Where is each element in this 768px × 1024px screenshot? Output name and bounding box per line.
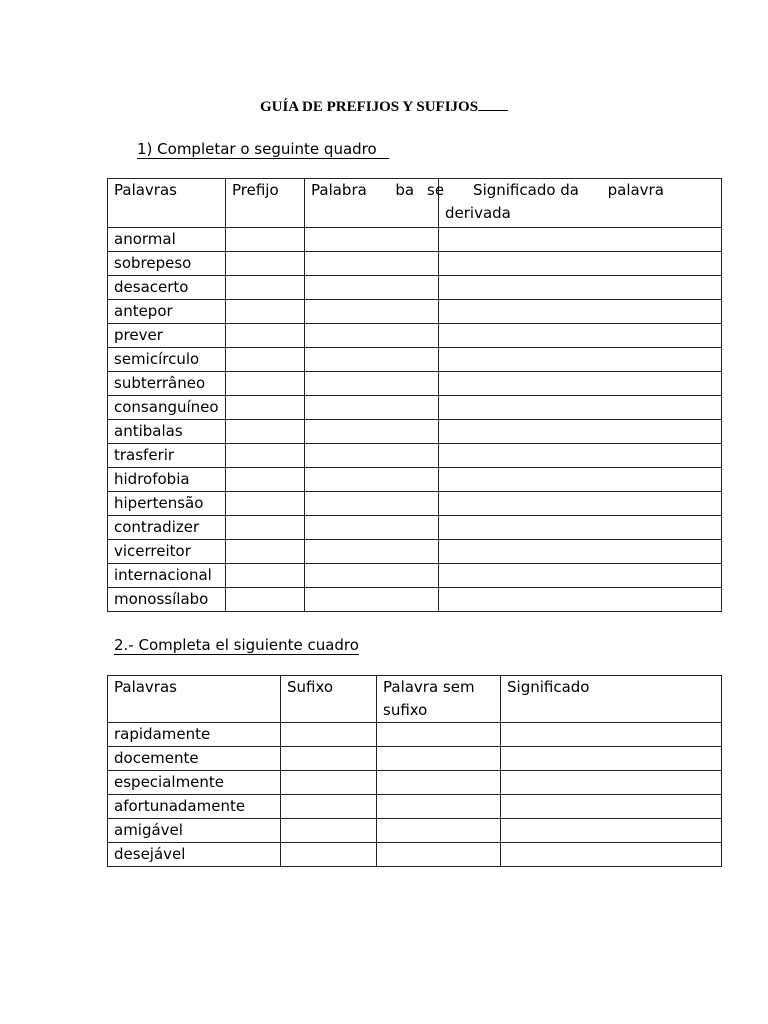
table-row <box>108 723 722 747</box>
root-input-cell[interactable] <box>377 771 501 795</box>
prefix-input-cell[interactable] <box>226 324 305 348</box>
prefix-input-cell[interactable] <box>226 300 305 324</box>
prefix-input-cell[interactable] <box>226 348 305 372</box>
meaning-input-cell[interactable] <box>501 747 722 771</box>
prefix-input-cell[interactable] <box>226 372 305 396</box>
meaning-input-cell[interactable] <box>439 492 722 516</box>
header-significado-line1: Significado da palavra <box>473 181 664 199</box>
title-text: GUÍA DE PREFIJOS Y SUFIJOS <box>259 99 479 115</box>
table-row <box>108 396 722 420</box>
base-input-cell[interactable] <box>305 348 439 372</box>
suffix-input-cell[interactable] <box>281 843 377 867</box>
word-cell: antepor <box>108 300 226 324</box>
word-cell: contradizer <box>108 516 226 540</box>
base-input-cell[interactable] <box>305 540 439 564</box>
prefix-input-cell[interactable] <box>226 396 305 420</box>
header-palavras: Palavras <box>108 179 226 228</box>
root-input-cell[interactable] <box>377 747 501 771</box>
table-row <box>108 771 722 795</box>
base-input-cell[interactable] <box>305 420 439 444</box>
table-row <box>108 819 722 843</box>
word-cell: especialmente <box>108 771 281 795</box>
prefix-input-cell[interactable] <box>226 564 305 588</box>
header-palavras: Palavras <box>108 676 281 723</box>
meaning-input-cell[interactable] <box>439 540 722 564</box>
word-cell: subterrâneo <box>108 372 226 396</box>
meaning-input-cell[interactable] <box>439 396 722 420</box>
base-input-cell[interactable] <box>305 396 439 420</box>
prefix-input-cell[interactable] <box>226 444 305 468</box>
table-row <box>108 516 722 540</box>
table-row <box>108 348 722 372</box>
base-input-cell[interactable] <box>305 324 439 348</box>
table-row <box>108 324 722 348</box>
meaning-input-cell[interactable] <box>439 300 722 324</box>
word-cell: amigável <box>108 819 281 843</box>
prefix-input-cell[interactable] <box>226 420 305 444</box>
word-cell: afortunadamente <box>108 795 281 819</box>
suffix-table <box>107 675 722 867</box>
base-input-cell[interactable] <box>305 252 439 276</box>
word-cell: prever <box>108 324 226 348</box>
base-input-cell[interactable] <box>305 516 439 540</box>
section1-heading: 1) Completar o seguinte quadro <box>137 140 389 159</box>
base-input-cell[interactable] <box>305 444 439 468</box>
word-cell: monossílabo <box>108 588 226 612</box>
prefix-table-header <box>108 179 722 228</box>
word-cell: trasferir <box>108 444 226 468</box>
word-cell: anormal <box>108 228 226 252</box>
header-palabra-base-text: Palabra ba <box>311 181 415 199</box>
prefix-input-cell[interactable] <box>226 588 305 612</box>
prefix-input-cell[interactable] <box>226 468 305 492</box>
root-input-cell[interactable] <box>377 795 501 819</box>
word-cell: desejável <box>108 843 281 867</box>
prefix-input-cell[interactable] <box>226 228 305 252</box>
base-input-cell[interactable] <box>305 276 439 300</box>
table-row <box>108 795 722 819</box>
word-cell: internacional <box>108 564 226 588</box>
table-row <box>108 747 722 771</box>
base-input-cell[interactable] <box>305 300 439 324</box>
meaning-input-cell[interactable] <box>439 564 722 588</box>
meaning-input-cell[interactable] <box>439 444 722 468</box>
header-prefijo: Prefijo <box>226 179 305 228</box>
word-cell: vicerreitor <box>108 540 226 564</box>
suffix-table-header <box>108 676 722 723</box>
base-input-cell[interactable] <box>305 564 439 588</box>
prefix-input-cell[interactable] <box>226 492 305 516</box>
root-input-cell[interactable] <box>377 843 501 867</box>
prefix-input-cell[interactable] <box>226 516 305 540</box>
table-row <box>108 843 722 867</box>
title-underline <box>478 97 508 111</box>
table-row <box>108 372 722 396</box>
meaning-input-cell[interactable] <box>501 843 722 867</box>
prefix-input-cell[interactable] <box>226 252 305 276</box>
table-row <box>108 492 722 516</box>
word-cell: desacerto <box>108 276 226 300</box>
meaning-input-cell[interactable] <box>501 723 722 747</box>
base-input-cell[interactable] <box>305 228 439 252</box>
section2-heading: 2.- Completa el siguiente cuadro <box>114 636 359 654</box>
table-row <box>108 228 722 252</box>
meaning-input-cell[interactable] <box>439 372 722 396</box>
header-palabra-base <box>305 179 439 228</box>
prefix-input-cell[interactable] <box>226 540 305 564</box>
base-input-cell[interactable] <box>305 588 439 612</box>
table-row <box>108 444 722 468</box>
prefix-input-cell[interactable] <box>226 276 305 300</box>
table-row <box>108 252 722 276</box>
suffix-input-cell[interactable] <box>281 723 377 747</box>
table-row <box>108 564 722 588</box>
root-input-cell[interactable] <box>377 723 501 747</box>
header-base-suffix: se <box>427 181 445 199</box>
meaning-input-cell[interactable] <box>439 516 722 540</box>
table-row <box>108 540 722 564</box>
table-row <box>108 420 722 444</box>
meaning-input-cell[interactable] <box>439 276 722 300</box>
meaning-input-cell[interactable] <box>501 795 722 819</box>
table-row <box>108 588 722 612</box>
suffix-input-cell[interactable] <box>281 795 377 819</box>
header-significado <box>427 179 722 228</box>
meaning-input-cell[interactable] <box>501 819 722 843</box>
table-row <box>108 276 722 300</box>
meaning-input-cell[interactable] <box>439 252 722 276</box>
meaning-input-cell[interactable] <box>439 420 722 444</box>
meaning-input-cell[interactable] <box>439 324 722 348</box>
prefix-table <box>107 178 722 612</box>
root-input-cell[interactable] <box>377 819 501 843</box>
meaning-input-cell[interactable] <box>439 588 722 612</box>
meaning-input-cell[interactable] <box>439 468 722 492</box>
meaning-input-cell[interactable] <box>439 228 722 252</box>
suffix-input-cell[interactable] <box>281 771 377 795</box>
header-significado: Significado <box>501 676 722 723</box>
word-cell: docemente <box>108 747 281 771</box>
word-cell: rapidamente <box>108 723 281 747</box>
table-row <box>108 300 722 324</box>
word-cell: sobrepeso <box>108 252 226 276</box>
header-significado-line2: derivada <box>445 204 511 222</box>
meaning-input-cell[interactable] <box>439 348 722 372</box>
header-palavra-sem-sufixo: Palavra sem sufixo <box>377 676 501 723</box>
base-input-cell[interactable] <box>305 468 439 492</box>
base-input-cell[interactable] <box>305 492 439 516</box>
suffix-input-cell[interactable] <box>281 819 377 843</box>
base-input-cell[interactable] <box>305 372 439 396</box>
word-cell: hipertensão <box>108 492 226 516</box>
word-cell: hidrofobia <box>108 468 226 492</box>
page-title <box>0 97 768 116</box>
meaning-input-cell[interactable] <box>501 771 722 795</box>
table-row <box>108 468 722 492</box>
header-sufixo: Sufixo <box>281 676 377 723</box>
word-cell: semicírculo <box>108 348 226 372</box>
suffix-input-cell[interactable] <box>281 747 377 771</box>
word-cell: consanguíneo <box>108 396 226 420</box>
word-cell: antibalas <box>108 420 226 444</box>
